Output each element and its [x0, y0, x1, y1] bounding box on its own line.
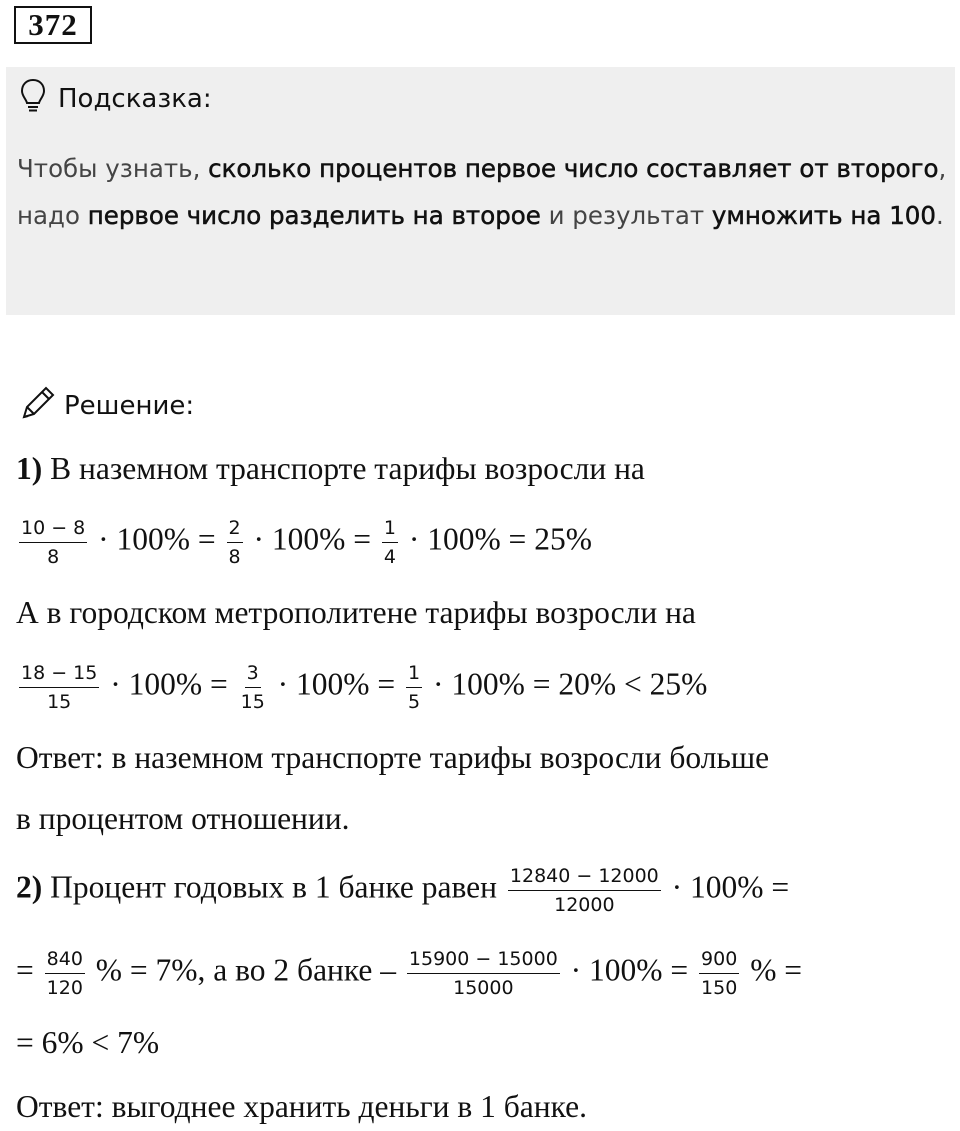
- denominator: 4: [383, 546, 396, 568]
- text: · 100% =: [245, 521, 379, 557]
- solution-title: Решение:: [64, 391, 195, 421]
- part-number: 2): [16, 869, 43, 905]
- fraction: [508, 865, 661, 916]
- numerator: 1: [406, 662, 422, 688]
- text: · 100% = 20% < 25%: [425, 666, 708, 702]
- fraction: [19, 662, 99, 713]
- numerator: 18 − 15: [19, 662, 99, 688]
- hint-text-bold: умножить на 100: [711, 201, 936, 230]
- solution-header: [18, 384, 194, 428]
- hint-text-part: и результат: [540, 201, 712, 230]
- denominator: 15: [47, 691, 72, 713]
- text: · 100% =: [90, 521, 224, 557]
- fraction: [45, 948, 85, 999]
- text: · 100% =: [102, 666, 236, 702]
- fraction: [406, 662, 422, 713]
- denominator: 8: [228, 546, 241, 568]
- equation-1: [16, 517, 592, 568]
- numerator: 15900 − 15000: [407, 948, 560, 974]
- text: В наземном транспорте тарифы возросли на: [42, 451, 645, 486]
- equation-5: = 6% < 7%: [16, 1025, 160, 1060]
- numerator: 2: [227, 517, 243, 543]
- fraction: [19, 517, 87, 568]
- answer-2: Ответ: выгоднее хранить деньги в 1 банке.: [16, 1089, 588, 1124]
- fraction: [382, 517, 398, 568]
- denominator: 15: [240, 691, 265, 713]
- denominator: 120: [46, 977, 83, 999]
- denominator: 150: [701, 977, 738, 999]
- equation-4: [16, 948, 802, 999]
- fraction: [227, 517, 243, 568]
- fraction: [699, 948, 739, 999]
- part1-metro: А в городском метрополитене тарифы возросли на: [16, 595, 696, 630]
- answer-1-line-1: Ответ: в наземном транспорте тарифы возросли больше: [16, 740, 770, 775]
- text: % =: [742, 952, 803, 988]
- hint-text-part: .: [935, 201, 944, 230]
- numerator: 3: [245, 662, 261, 688]
- hint-text-part: Чтобы узнать,: [17, 154, 209, 183]
- fraction: [239, 662, 267, 713]
- text: Процент годовых в 1 банке равен: [42, 869, 505, 905]
- numerator: 1: [382, 517, 398, 543]
- hint-text-part: , надо: [17, 154, 947, 230]
- hint-title: Подсказка:: [58, 84, 212, 114]
- hint-header: [20, 79, 212, 119]
- denominator: 15000: [453, 977, 514, 999]
- fraction: [407, 948, 560, 999]
- text: · 100% = 25%: [400, 521, 592, 557]
- text: % = 7%, а во 2 банке –: [87, 952, 404, 988]
- hint-text-bold: сколько процентов первое число составляет от второго: [208, 154, 939, 183]
- text: · 100% =: [663, 869, 790, 905]
- denominator: 5: [408, 691, 421, 713]
- numerator: 840: [45, 948, 85, 974]
- hint-text: [17, 145, 949, 239]
- hint-panel: [6, 67, 955, 315]
- text: · 100% =: [562, 952, 697, 988]
- denominator: 12000: [554, 894, 615, 916]
- equation-2: [16, 662, 707, 713]
- task-number: 372: [14, 6, 92, 44]
- pencil-icon: [18, 383, 64, 430]
- numerator: 10 − 8: [19, 517, 87, 543]
- hint-text-bold: первое число разделить на второе: [87, 201, 541, 230]
- numerator: 900: [699, 948, 739, 974]
- lightbulb-icon: [20, 78, 58, 121]
- part-number: 1): [16, 451, 43, 486]
- text: · 100% =: [269, 666, 404, 702]
- part2-intro: [16, 865, 789, 916]
- text: =: [16, 952, 42, 988]
- answer-1-line-2: в процентом отношении.: [16, 801, 350, 836]
- numerator: 12840 − 12000: [508, 865, 661, 891]
- part1-intro: [16, 449, 645, 489]
- denominator: 8: [47, 546, 60, 568]
